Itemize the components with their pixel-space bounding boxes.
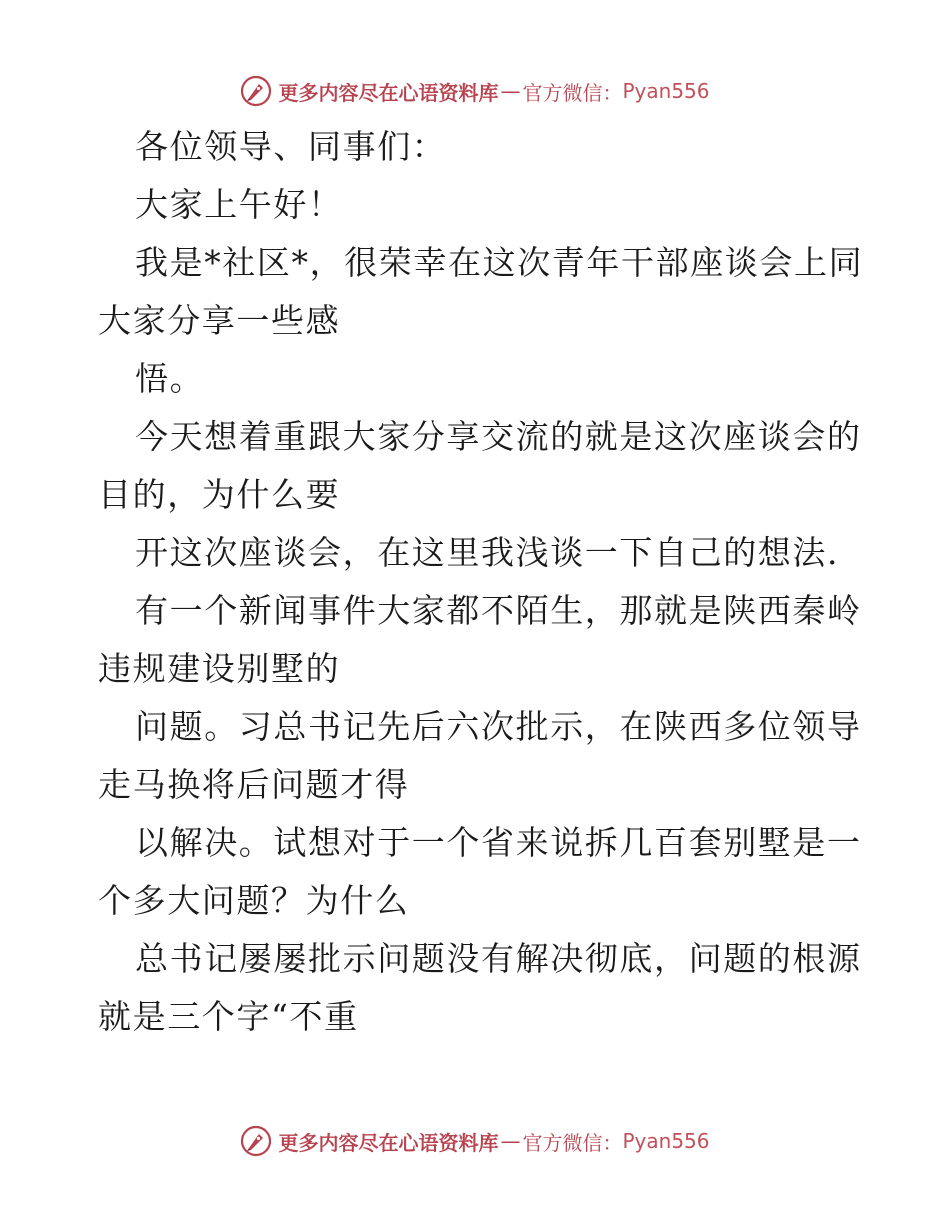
pen-nib-icon: [240, 1125, 272, 1157]
header-separator: —: [500, 79, 521, 103]
body-line: 走马换将后问题才得: [98, 765, 410, 804]
footer-brand: 更多内容尽在心语资料库: [278, 1130, 499, 1155]
body-line: 大家上午好！: [135, 185, 343, 224]
body-line: 总书记屡屡批示问题没有解决彻底，问题的根源: [135, 939, 862, 978]
body-line: 问题。习总书记先后六次批示，在陕西多位领导: [135, 707, 862, 746]
body-line: 就是三个字“不重: [98, 997, 359, 1036]
pen-nib-icon: [240, 75, 272, 107]
document-body: [98, 118, 864, 1046]
header-wechat-id: Pyan556: [622, 79, 710, 103]
body-line: 今天想着重跟大家分享交流的就是这次座谈会的: [135, 417, 862, 456]
body-line: 各位领导、同事们：: [135, 127, 447, 166]
footer-separator: —: [500, 1129, 521, 1153]
header-wechat-label: 官方微信：: [522, 80, 623, 105]
body-line: 开这次座谈会，在这里我浅谈一下自己的想法.: [135, 533, 840, 572]
body-line: 有一个新闻事件大家都不陌生，那就是陕西秦岭: [135, 591, 862, 630]
body-line: 以解决。试想对于一个省来说拆几百套别墅是一: [135, 823, 862, 862]
body-line: 大家分享一些感: [98, 301, 341, 340]
footer-wechat-label: 官方微信：: [522, 1130, 623, 1155]
body-line: 个多大问题？为什么: [98, 881, 410, 920]
body-line: 我是*社区*，很荣幸在这次青年干部座谈会上同: [135, 243, 864, 282]
body-line: 违规建设别墅的: [98, 649, 341, 688]
body-line: 悟。: [135, 359, 205, 398]
header-banner: [0, 71, 950, 111]
body-line: 目的，为什么要: [98, 475, 341, 514]
header-brand: 更多内容尽在心语资料库: [278, 80, 499, 105]
footer-banner: [0, 1121, 950, 1161]
footer-wechat-id: Pyan556: [622, 1129, 710, 1153]
